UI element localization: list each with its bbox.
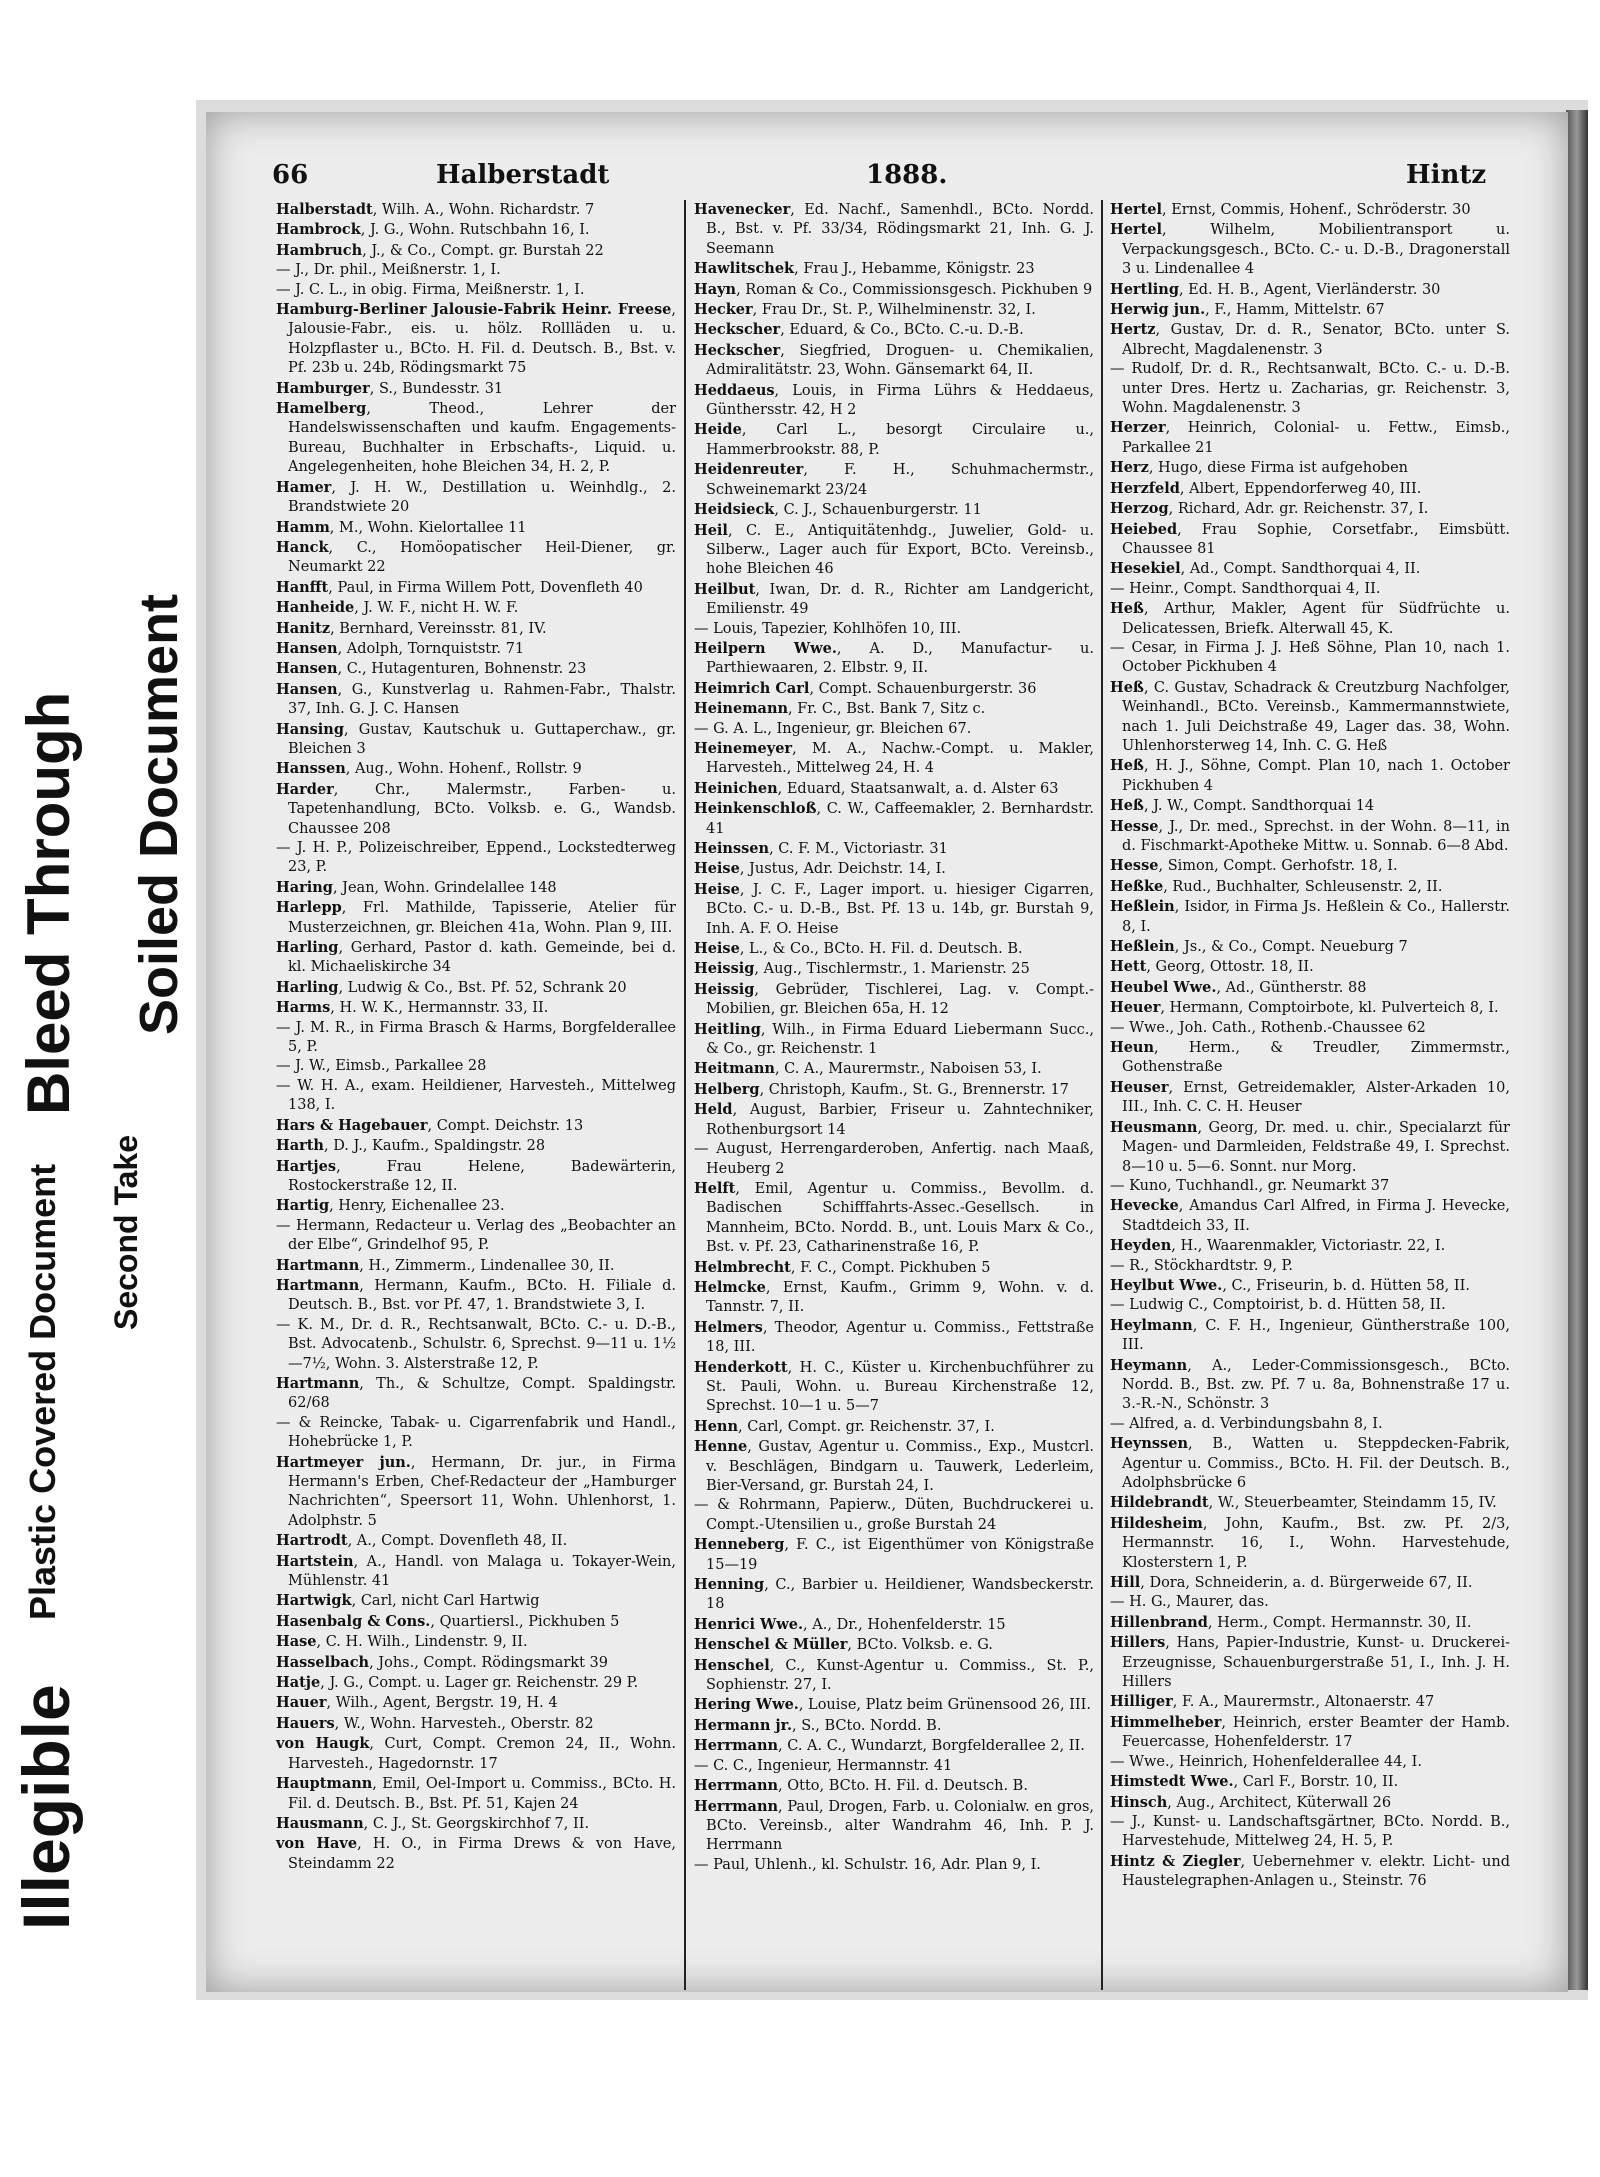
soiled-document-label: Soiled Document (129, 593, 189, 1035)
directory-entry: Hermann jr., S., BCto. Nordd. B. (694, 1716, 942, 1734)
directory-entry: Heddaeus, Louis, in Firma Lührs & Heddaeus, Günthersstr. 42, H 2 (694, 381, 1094, 419)
directory-entry: Heide, Carl L., besorgt Circulaire u., Hammerbrookstr. 88, P. (694, 421, 1094, 458)
directory-entry: Henneberg, F. C., ist Eigenthümer von Königstraße 15—19 (694, 1536, 1094, 1573)
directory-entry: Hertz, Gustav, Dr. d. R., Senator, BCto. unter S. Albrecht, Magdalenenstr. 3 (1110, 321, 1510, 358)
directory-entry: Hayn, Roman & Co., Commissionsgesch. Pickhuben 9 (694, 280, 1093, 298)
directory-entry: Hildesheim, John, Kaufm., Bst. zw. Pf. 2/3, Hermannstr. 16, I., Wohn. Harvestehude, Klosterstern 1, P. (1110, 1514, 1510, 1571)
directory-entry: Hasenbalg & Cons., Quartiersl., Pickhuben 5 (276, 1612, 620, 1630)
directory-entry: — G. A. L., Ingenieur, gr. Bleichen 67. (694, 720, 972, 737)
directory-entry: Hansen, G., Kunstverlag u. Rahmen-Fabr., Thalstr. 37, Inh. G. J. C. Hansen (276, 680, 676, 718)
directory-entry: Harling, Ludwig & Co., Bst. Pf. 52, Schrank 20 (276, 978, 627, 996)
directory-entry: — J. C. L., in obig. Firma, Meißnerstr. 1, I. (276, 281, 585, 298)
directory-entry: Herzfeld, Albert, Eppendorferweg 40, III. (1110, 479, 1422, 497)
directory-entry: Hecker, Frau Dr., St. P., Wilhelminenstr. 32, I. (694, 301, 1036, 319)
directory-entry: Himstedt Wwe., Carl F., Borstr. 10, II. (1110, 1773, 1399, 1791)
directory-entry: — Louis, Tapezier, Kohlhöfen 10, III. (694, 620, 962, 637)
directory-entry: — Wwe., Joh. Cath., Rothenb.-Chaussee 62 (1110, 1019, 1426, 1036)
directory-entry: — & Rohrmann, Papierw., Düten, Buchdruckerei u. Compt.-Utensilien u., große Burstah 24 (694, 1497, 1094, 1533)
directory-entry: von Haugk, Curt, Compt. Cremon 24, II., Wohn. Harvesteh., Hagedornstr. 17 (276, 1735, 676, 1772)
directory-entry: Hering Wwe., Louise, Platz beim Grünensood 26, III. (694, 1696, 1091, 1714)
directory-entry: Hamm, M., Wohn. Kielortallee 11 (276, 518, 527, 536)
directory-entry: Hambrock, J. G., Wohn. Rutschbahn 16, I. (276, 221, 590, 239)
directory-entry: Hanitz, Bernhard, Vereinsstr. 81, IV. (276, 619, 547, 637)
directory-entry: Harder, Chr., Malermstr., Farben- u. Tapetenhandlung, BCto. Volksb. e. G., Wandsb. Chaussee 208 (276, 780, 676, 837)
directory-entry: — C. C., Ingenieur, Hermannstr. 41 (694, 1757, 953, 1774)
directory-entry: Henrici Wwe., A., Dr., Hohenfelderstr. 15 (694, 1615, 1006, 1633)
directory-entry: Heun, Herm., & Treudler, Zimmermstr., Gothenstraße (1110, 1039, 1510, 1076)
directory-entry: Hilliger, F. A., Maurermstr., Altonaerstr. 47 (1110, 1693, 1435, 1711)
directory-entry: Hartmann, Th., & Schultze, Compt. Spaldingstr. 62/68 (276, 1374, 676, 1412)
directory-column-3 (1110, 200, 1510, 1892)
directory-entry: Harling, Gerhard, Pastor d. kath. Gemeinde, bei d. kl. Michaeliskirche 34 (276, 939, 676, 976)
directory-entry: Harms, H. W. K., Hermannstr. 33, II. (276, 999, 549, 1017)
directory-entry: Heubel Wwe., Ad., Güntherstr. 88 (1110, 978, 1367, 996)
directory-entry: — W. H. A., exam. Heildiener, Harvesteh., Mittelweg 138, I. (276, 1077, 676, 1114)
directory-entry: Heßke, Rud., Buchhalter, Schleusenstr. 2, II. (1110, 877, 1443, 895)
directory-entry: Hesse, J., Dr. med., Sprechst. in der Wohn. 8—11, in d. Fischmarkt-Apotheke Mittw. u. Sonnab. 6—8 Abd. (1110, 817, 1510, 854)
directory-entry: Hauers, W., Wohn. Harvesteh., Oberstr. 82 (276, 1714, 594, 1732)
plastic-covered-label: Plastic Covered Document (22, 1163, 63, 1620)
directory-entry: Heilpern Wwe., A. D., Manufactur- u. Parthiewaaren, 2. Elbstr. 9, II. (694, 639, 1094, 677)
directory-entry: Herzer, Heinrich, Colonial- u. Fettw., Eimsb., Parkallee 21 (1110, 419, 1510, 456)
directory-entry: Henderkott, H. C., Küster u. Kirchenbuchführer zu St. Pauli, Wohn. u. Bureau Kirchenstraße 12, Sprechst. 10—1 u. 5—7 (694, 1358, 1094, 1415)
directory-entry: Heitling, Wilh., in Firma Eduard Liebermann Succ., & Co., gr. Reichenstr. 1 (694, 1020, 1094, 1058)
directory-entry: Hamelberg, Theod., Lehrer der Handelswissenschaften und kaufm. Engagements-Bureau, Buchhalter in Erbschafts-, Liquid. u. Angelegenheiten, hohe Bleichen 34, H. 2, P. (276, 400, 676, 476)
directory-entry: — J. W., Eimsb., Parkallee 28 (276, 1058, 487, 1075)
directory-entry: — Heinr., Compt. Sandthorquai 4, II. (1110, 580, 1381, 597)
directory-entry: — Rudolf, Dr. d. R., Rechtsanwalt, BCto. C.- u. D.-B. unter Dres. Hertz u. Zacharias, gr. Reichenstr. 3, Wohn. Magdalenenstr. 3 (1110, 361, 1510, 417)
directory-column-2 (694, 200, 1094, 1875)
directory-entry: — J. H. P., Polizeischreiber, Eppend., Lockstedterweg 23, P. (276, 840, 676, 876)
directory-entry: Hill, Dora, Schneiderin, a. d. Bürgerweide 67, II. (1110, 1574, 1473, 1592)
directory-entry: Henn, Carl, Compt. gr. Reichenstr. 37, I. (694, 1417, 995, 1435)
directory-entry: Havenecker, Ed. Nachf., Samenhdl., BCto. Nordd. B., Bst. v. Pf. 33/34, Rödingsmarkt 21, Inh. G. J. Seemann (694, 201, 1094, 257)
directory-entry: Hillers, Hans, Papier-Industrie, Kunst- u. Druckerei-Erzeugnisse, Schauenburgerstraße 51, I., Inh. J. H. Hillers (1110, 1634, 1510, 1691)
directory-entry: Herrmann, Otto, BCto. H. Fil. d. Deutsch. B. (694, 1777, 1028, 1795)
directory-entry: Hartjes, Frau Helene, Badewärterin, Rostockerstraße 12, II. (276, 1157, 676, 1194)
directory-entry: Hansen, Adolph, Tornquiststr. 71 (276, 639, 525, 657)
directory-entry: Heuer, Hermann, Comptoirbote, kl. Pulverteich 8, I. (1110, 999, 1499, 1017)
directory-entry: — Hermann, Redacteur u. Verlag des „Beobachter an der Elbe“, Grindelhof 95, P. (276, 1217, 676, 1254)
directory-entry: Heßlein, Js., & Co., Compt. Neueburg 7 (1110, 938, 1408, 956)
directory-entry: Henne, Gustav, Agentur u. Commiss., Exp., Mustcrl. v. Beschlägen, Bindgarn u. Tauwerk, Lederleim, Bier-Versand, gr. Burstah 24, I. (694, 1438, 1094, 1494)
directory-entry: Henschel & Müller, BCto. Volksb. e. G. (694, 1636, 993, 1654)
directory-entry: Heinemeyer, M. A., Nachw.-Compt. u. Makler, Harvesteh., Mittelweg 24, H. 4 (694, 739, 1094, 777)
directory-entry: Heinichen, Eduard, Staatsanwalt, a. d. Alster 63 (694, 779, 1059, 797)
directory-entry: Hasselbach, Johs., Compt. Rödingsmarkt 39 (276, 1653, 608, 1671)
directory-entry: Heidenreuter, F. H., Schuhmachermstr., Schweinemarkt 23/24 (694, 461, 1094, 498)
directory-entry: — R., Stöckhardtstr. 9, P. (1110, 1257, 1293, 1274)
directory-entry: Heise, Justus, Adr. Deichstr. 14, I. (694, 860, 946, 878)
directory-entry: Harth, D. J., Kaufm., Spaldingstr. 28 (276, 1137, 546, 1155)
directory-entry: Heylbut Wwe., C., Friseurin, b. d. Hütten 58, II. (1110, 1276, 1470, 1294)
directory-entry: — J., Dr. phil., Meißnerstr. 1, I. (276, 262, 501, 279)
directory-entry: Heissig, Aug., Tischlermstr., 1. Marienstr. 25 (694, 960, 1030, 978)
column-divider (684, 200, 686, 1990)
directory-entry: Held, August, Barbier, Friseur u. Zahntechniker, Rothenburgsort 14 (694, 1101, 1094, 1138)
directory-entry: Heylmann, C. F. H., Ingenieur, Güntherstraße 100, III. (1110, 1316, 1510, 1354)
directory-entry: Hatje, J. G., Compt. u. Lager gr. Reichenstr. 29 P. (276, 1674, 639, 1692)
directory-entry: — H. G., Maurer, das. (1110, 1594, 1269, 1611)
directory-entry: Helmers, Theodor, Agentur u. Commiss., Fettstraße 18, III. (694, 1318, 1094, 1356)
directory-entry: Heissig, Gebrüder, Tischlerei, Lag. v. Compt.-Mobilien, gr. Bleichen 65a, H. 12 (694, 980, 1094, 1018)
directory-entry: Heinemann, Fr. C., Bst. Bank 7, Sitz c. (694, 700, 986, 718)
directory-entry: Heß, C. Gustav, Schadrack & Creutzburg Nachfolger, Weinhandl., BCto. Vereinsb., Kammermannstwiete, nach 1. Juli Deichstraße 49, Lager das. 38, Wohn. Uhlenhorsterweg 14, Inh. C. G. Heß (1110, 678, 1510, 754)
directory-entry: Hertel, Ernst, Commis, Hohenf., Schröderstr. 30 (1110, 201, 1471, 218)
directory-entry: Helft, Emil, Agentur u. Commiss., Bevollm. d. Badischen Schifffahrts-Assec.-Gesellsch. in Mannheim, BCto. Nordd. B., unt. Louis Marx & Co., Bst. v. Pf. 23, Catharinenstraße 16, P. (694, 1179, 1094, 1256)
directory-entry: Hildebrandt, W., Steuerbeamter, Steindamm 15, IV. (1110, 1494, 1497, 1512)
directory-entry: Heßlein, Isidor, in Firma Js. Heßlein & Co., Hallerstr. 8, I. (1110, 898, 1510, 935)
directory-entry: — J. M. R., in Firma Brasch & Harms, Borgfelderallee 5, P. (276, 1019, 676, 1056)
directory-entry: Heidsieck, C. J., Schauenburgerstr. 11 (694, 501, 982, 519)
directory-entry: Hauer, Wilh., Agent, Bergstr. 19, H. 4 (276, 1694, 558, 1712)
directory-entry: — August, Herrengarderoben, Anfertig. nach Maaß, Heuberg 2 (694, 1141, 1094, 1177)
directory-entry: Herwig jun., F., Hamm, Mittelstr. 67 (1110, 301, 1385, 319)
directory-entry: Heymann, A., Leder-Commissionsgesch., BCto. Nordd. B., Bst. zw. Pf. 7 u. 8a, Bohnenstraße 17 u. 3.-R.-N., Schönstr. 3 (1110, 1356, 1510, 1413)
directory-entry: Hanheide, J. W. F., nicht H. W. F. (276, 599, 519, 617)
directory-entry: Hamburger, S., Bundesstr. 31 (276, 379, 504, 397)
directory-entry: Herz, Hugo, diese Firma ist aufgehoben (1110, 459, 1409, 477)
directory-entry: Helberg, Christoph, Kaufm., St. G., Brennerstr. 17 (694, 1080, 1069, 1098)
directory-entry: Hartig, Henry, Eichenallee 23. (276, 1197, 505, 1215)
directory-entry: Heß, Arthur, Makler, Agent für Südfrüchte u. Delicatessen, Briefk. Alterwall 45, K. (1110, 600, 1510, 637)
page-number: 66 (272, 160, 309, 190)
directory-entry: Heise, L., & Co., BCto. H. Fil. d. Deutsch. B. (694, 940, 1023, 958)
directory-entry: Hamburg-Berliner Jalousie-Fabrik Heinr. Freese, Jalousie-Fabr., eis. u. hölz. Rollläden u. u. Holzpflaster u., BCto. H. Fil. d. Deutsch. B., Bst. v. Pf. 23b u. 24b, Rödingsmarkt 75 (276, 301, 676, 377)
directory-entry: Herrmann, C. A. C., Wundarzt, Borgfelderallee 2, II. (694, 1737, 1085, 1755)
header-last-name: Hintz (1406, 160, 1487, 190)
directory-entry: von Have, H. O., in Firma Drews & von Have, Steindamm 22 (276, 1835, 676, 1872)
directory-entry: Heckscher, Siegfried, Droguen- u. Chemikalien, Admiralitätstr. 23, Wohn. Gänsemarkt 64, II. (694, 341, 1094, 379)
directory-entry: Heß, J. W., Compt. Sandthorquai 14 (1110, 797, 1375, 815)
directory-entry: Heyden, H., Waarenmakler, Victoriastr. 22, I. (1110, 1237, 1446, 1255)
directory-entry: Hausmann, C. J., St. Georgskirchhof 7, II. (276, 1814, 590, 1832)
directory-entry: Hansen, C., Hutagenturen, Bohnenstr. 23 (276, 660, 587, 678)
directory-entry: Hauptmann, Emil, Oel-Import u. Commiss., BCto. H. Fil. d. Deutsch. B., Bst. Pf. 51, Kajen 24 (276, 1775, 676, 1812)
directory-entry: Harlepp, Frl. Mathilde, Tapisserie, Atelier für Musterzeichnen, gr. Bleichen 41a, Wohn. Plan 9, III. (276, 899, 676, 936)
directory-entry: Heil, C. E., Antiquitätenhdg., Juwelier, Gold- u. Silberw., Lager auch für Export, BCto. Vereinsb., hohe Bleichen 46 (694, 521, 1094, 578)
directory-entry: — Ludwig C., Comptoirist, b. d. Hütten 58, II. (1110, 1297, 1446, 1314)
illegible-label: Illegible (9, 1684, 83, 1930)
column-divider (1101, 200, 1103, 1990)
directory-entry: Halberstadt, Wilh. A., Wohn. Richardstr. 7 (276, 201, 595, 218)
directory-entry: Heusmann, Georg, Dr. med. u. chir., Specialarzt für Magen- und Darmleiden, Feldstraße 49, I. Sprechst. 8—10 u. 5—6. Sonnt. nur Morg. (1110, 1118, 1510, 1175)
directory-entry: Hertel, Wilhelm, Mobilientransport u. Verpackungsgesch., BCto. C.- u. D.-B., Dragonerstall 3 u. Lindenallee 4 (1110, 221, 1510, 278)
directory-entry: Heuser, Ernst, Getreidemakler, Alster-Arkaden 10, III., Inh. C. C. H. Heuser (1110, 1078, 1510, 1116)
directory-entry: Hase, C. H. Wilh., Lindenstr. 9, II. (276, 1633, 528, 1651)
directory-entry: Heinkenschloß, C. W., Caffeemakler, 2. Bernhardstr. 41 (694, 800, 1094, 837)
header-first-name: Halberstadt (436, 160, 610, 190)
directory-entry: — Alfred, a. d. Verbindungsbahn 8, I. (1110, 1415, 1383, 1432)
directory-entry: Hanssen, Aug., Wohn. Hohenf., Rollstr. 9 (276, 760, 582, 778)
directory-entry: Henning, C., Barbier u. Heildiener, Wandsbeckerstr. 18 (694, 1576, 1094, 1613)
directory-entry: Hertling, Ed. H. B., Agent, Vierländerstr. 30 (1110, 280, 1441, 298)
directory-entry: Helmbrecht, F. C., Compt. Pickhuben 5 (694, 1258, 991, 1276)
directory-entry: Hansing, Gustav, Kautschuk u. Guttaperchaw., gr. Bleichen 3 (276, 720, 676, 757)
directory-entry: Hartmann, H., Zimmerm., Lindenallee 30, II. (276, 1256, 615, 1274)
directory-entry: Hawlitschek, Frau J., Hebamme, Königstr. 23 (694, 260, 1035, 278)
directory-entry: — Kuno, Tuchhandl., gr. Neumarkt 37 (1110, 1177, 1390, 1194)
directory-entry: Hars & Hagebauer, Compt. Deichstr. 13 (276, 1116, 584, 1134)
page-edge (1566, 110, 1588, 1990)
directory-entry: Heß, H. J., Söhne, Compt. Plan 10, nach 1. October Pickhuben 4 (1110, 757, 1510, 794)
directory-entry: — & Reincke, Tabak- u. Cigarrenfabrik und Handl., Hohebrücke 1, P. (276, 1414, 676, 1451)
header-year: 1888. (866, 160, 948, 190)
directory-column-1 (276, 200, 676, 1874)
directory-entry: Heitmann, C. A., Maurermstr., Naboisen 53, I. (694, 1060, 1042, 1078)
directory-entry: Hartrodt, A., Compt. Dovenfleth 48, II. (276, 1532, 568, 1550)
directory-entry: — Wwe., Heinrich, Hohenfelderallee 44, I. (1110, 1753, 1422, 1770)
directory-entry: Heynssen, B., Watten u. Steppdecken-Fabrik, Agentur u. Commiss., BCto. H. Fil. der Deutsch. B., Adolphsbrücke 6 (1110, 1435, 1510, 1491)
directory-entry: Hillenbrand, Herm., Compt. Hermannstr. 30, II. (1110, 1613, 1472, 1631)
directory-page (206, 112, 1568, 1992)
directory-entry: — K. M., Dr. d. R., Rechtsanwalt, BCto. C.- u. D.-B., Bst. Advocatenb., Schulstr. 6, Sprechst. 9—11 u. 1½—7½, Wohn. 3. Alsterstraße 12, P. (276, 1316, 676, 1372)
directory-entry: — Paul, Uhlenh., kl. Schulstr. 16, Adr. Plan 9, I. (694, 1856, 1041, 1873)
directory-entry: Hanck, C., Homöopatischer Heil-Diener, gr. Neumarkt 22 (276, 538, 676, 576)
directory-entry: Hevecke, Amandus Carl Alfred, in Firma J. Hevecke, Stadtdeich 33, II. (1110, 1197, 1510, 1234)
directory-entry: — Cesar, in Firma J. J. Heß Söhne, Plan 10, nach 1. October Pickhuben 4 (1110, 639, 1510, 676)
second-take-label: Second Take (108, 1134, 144, 1330)
directory-entry: Heimrich Carl, Compt. Schauenburgerstr. 36 (694, 679, 1037, 697)
directory-entry: Herrmann, Paul, Drogen, Farb. u. Colonialw. en gros, BCto. Vereinsb., alter Wandrahm 46, Inh. P. J. Herrmann (694, 1797, 1094, 1854)
directory-entry: Hett, Georg, Ottostr. 18, II. (1110, 958, 1314, 976)
bleed-through-label: Bleed Through (15, 691, 82, 1115)
directory-entry: Helmcke, Ernst, Kaufm., Grimm 9, Wohn. v. d. Tannstr. 7, II. (694, 1278, 1094, 1316)
directory-entry: Hartmeyer jun., Hermann, Dr. jur., in Firma Hermann's Erben, Chef-Redacteur der „Hamburger Nachrichten“, Speersort 11, Wohn. Uhlenhorst, 1. Adolphstr. 5 (276, 1453, 676, 1529)
directory-entry: Heilbut, Iwan, Dr. d. R., Richter am Landgericht, Emilienstr. 49 (694, 580, 1094, 618)
directory-entry: Heiebed, Frau Sophie, Corsetfabr., Eimsbütt. Chaussee 81 (1110, 520, 1510, 557)
directory-entry: Hartmann, Hermann, Kaufm., BCto. H. Filiale d. Deutsch. B., Bst. vor Pf. 47, 1. Brandstwiete 3, I. (276, 1276, 676, 1314)
directory-entry: Heise, J. C. F., Lager import. u. hiesiger Cigarren, BCto. C.- u. D.-B., Bst. Pf. 13 u. 14b, gr. Burstah 9, Inh. A. F. O. Heise (694, 880, 1094, 937)
directory-entry: Haring, Jean, Wohn. Grindelallee 148 (276, 878, 557, 896)
directory-entry: Henschel, C., Kunst-Agentur u. Commiss., St. P., Sophienstr. 27, I. (694, 1656, 1094, 1694)
directory-entry: Hinsch, Aug., Architect, Küterwall 26 (1110, 1793, 1392, 1811)
directory-entry: Hamer, J. H. W., Destillation u. Weinhdlg., 2. Brandstwiete 20 (276, 478, 676, 516)
directory-entry: Hesekiel, Ad., Compt. Sandthorquai 4, II. (1110, 560, 1421, 578)
directory-entry: Herzog, Richard, Adr. gr. Reichenstr. 37, I. (1110, 500, 1429, 518)
directory-entry: Hartstein, A., Handl. von Malaga u. Tokayer-Wein, Mühlenstr. 41 (276, 1552, 676, 1590)
directory-entry: — J., Kunst- u. Landschaftsgärtner, BCto. Nordd. B., Harvestehude, Mittelweg 24, H. 5, P. (1110, 1813, 1510, 1850)
directory-entry: Hanfft, Paul, in Firma Willem Pott, Dovenfleth 40 (276, 578, 643, 596)
directory-entry: Himmelheber, Heinrich, erster Beamter der Hamb. Feuercasse, Hohenfelderstr. 17 (1110, 1713, 1510, 1751)
directory-entry: Hesse, Simon, Compt. Gerhofstr. 18, I. (1110, 857, 1398, 875)
directory-entry: Hartwigk, Carl, nicht Carl Hartwig (276, 1592, 540, 1610)
directory-entry: Heinssen, C. F. M., Victoriastr. 31 (694, 840, 948, 857)
directory-entry: Hintz & Ziegler, Uebernehmer v. elektr. Licht- und Haustelegraphen-Anlagen u., Steinstr. 76 (1110, 1852, 1511, 1890)
directory-entry: Heckscher, Eduard, & Co., BCto. C.-u. D.-B. (694, 321, 1024, 339)
directory-entry: Hambruch, J., & Co., Compt. gr. Burstah 22 (276, 241, 604, 259)
